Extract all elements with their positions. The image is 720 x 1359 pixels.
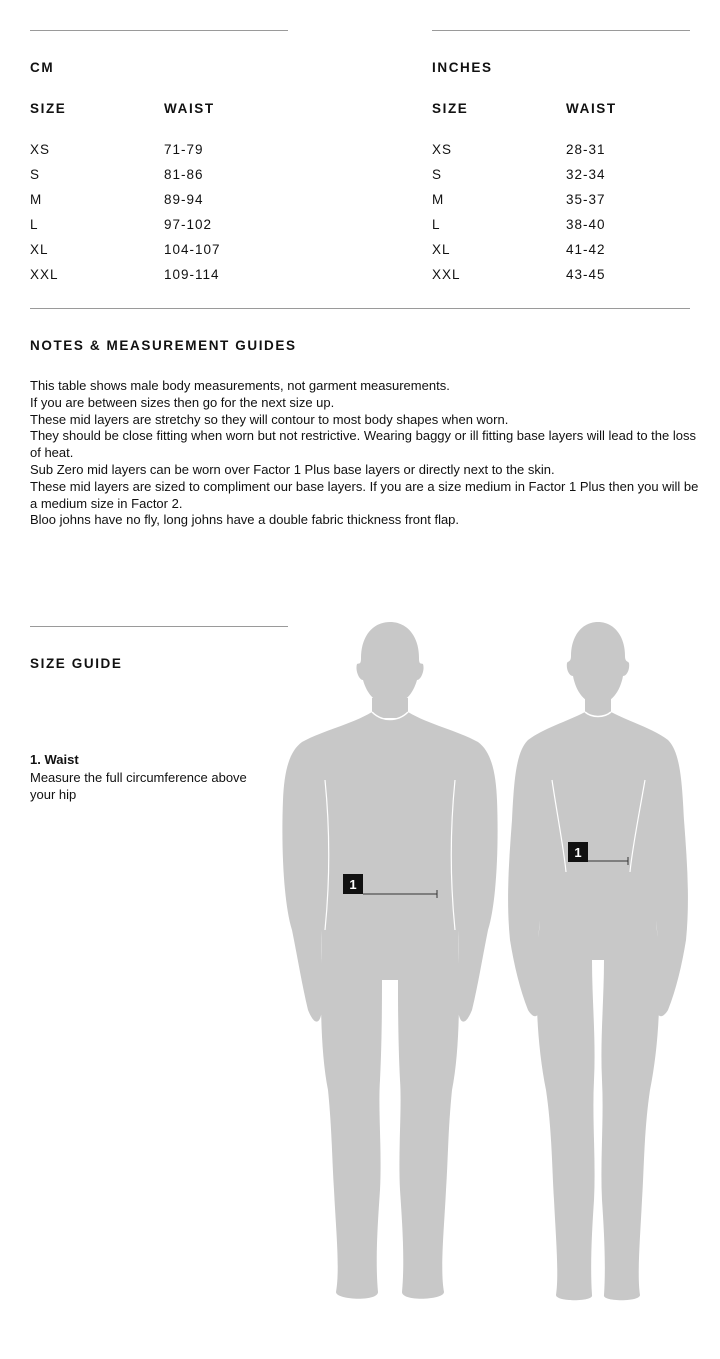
size-guide-title: SIZE GUIDE [30,656,123,671]
notes-title: NOTES & MEASUREMENT GUIDES [30,338,297,353]
waist-step-title: 1. Waist [30,752,79,767]
waist-step-text: Measure the full circumference above your hip [30,770,247,802]
note-line: Bloo johns have no fly, long johns have a double fabric thickness front flap. [30,512,460,528]
cm-size-header: SIZE [30,101,67,116]
inches-row-size: XXL [432,267,461,282]
male-marker-label: 1 [349,877,357,892]
male-head [356,622,423,704]
female-body [508,712,688,1300]
inches-table-title: INCHES [432,60,493,75]
inches-row-size: XS [432,142,453,157]
cm-row-size: XL [30,242,49,257]
inches-row-waist: 28-31 [566,142,606,157]
note-line: Sub Zero mid layers can be worn over Factor 1 Plus base layers or directly next to the skin. [30,461,555,477]
inches-row-size: XL [432,242,451,257]
male-figure [282,622,497,1299]
female-figure [508,622,688,1300]
cm-row-waist: 81-86 [164,167,204,182]
note-line: These mid layers are stretchy so they will contour to most body shapes when worn. [30,411,509,427]
female-head [567,622,629,704]
male-neck [372,698,408,718]
cm-waist-header: WAIST [164,101,215,116]
inches-row-size: S [432,167,443,182]
note-line: These mid layers are sized to compliment our base layers. If you are a size medium in Factor 1 Plus then you will be a medium size in Factor 2. [30,478,699,511]
cm-row-size: M [30,192,43,207]
cm-row-size: XXL [30,267,59,282]
cm-row-size: S [30,167,41,182]
note-line: This table shows male body measurements, not garment measurements. [30,378,450,393]
cm-row-waist: 97-102 [164,217,213,232]
inches-row-waist: 41-42 [566,242,606,257]
inches-row-waist: 43-45 [566,267,606,282]
inches-waist-header: WAIST [566,101,617,116]
note-line: They should be close fitting when worn but not restrictive. Wearing baggy or ill fitting base layers will lead to the loss of heat. [30,428,696,461]
inches-row-waist: 38-40 [566,217,606,232]
cm-row-waist: 109-114 [164,267,220,282]
male-body [282,712,497,1299]
inches-size-header: SIZE [432,101,469,116]
cm-row-size: XS [30,142,51,157]
cm-row-waist: 89-94 [164,192,204,207]
inches-row-waist: 35-37 [566,192,606,207]
cm-row-waist: 71-79 [164,142,204,157]
inches-row-waist: 32-34 [566,167,606,182]
cm-table-title: CM [30,60,55,75]
cm-row-size: L [30,217,39,232]
female-marker-label: 1 [574,845,582,860]
inches-row-size: M [432,192,445,207]
note-line: If you are between sizes then go for the next size up. [30,394,335,410]
inches-row-size: L [432,217,441,232]
cm-row-waist: 104-107 [164,242,221,257]
